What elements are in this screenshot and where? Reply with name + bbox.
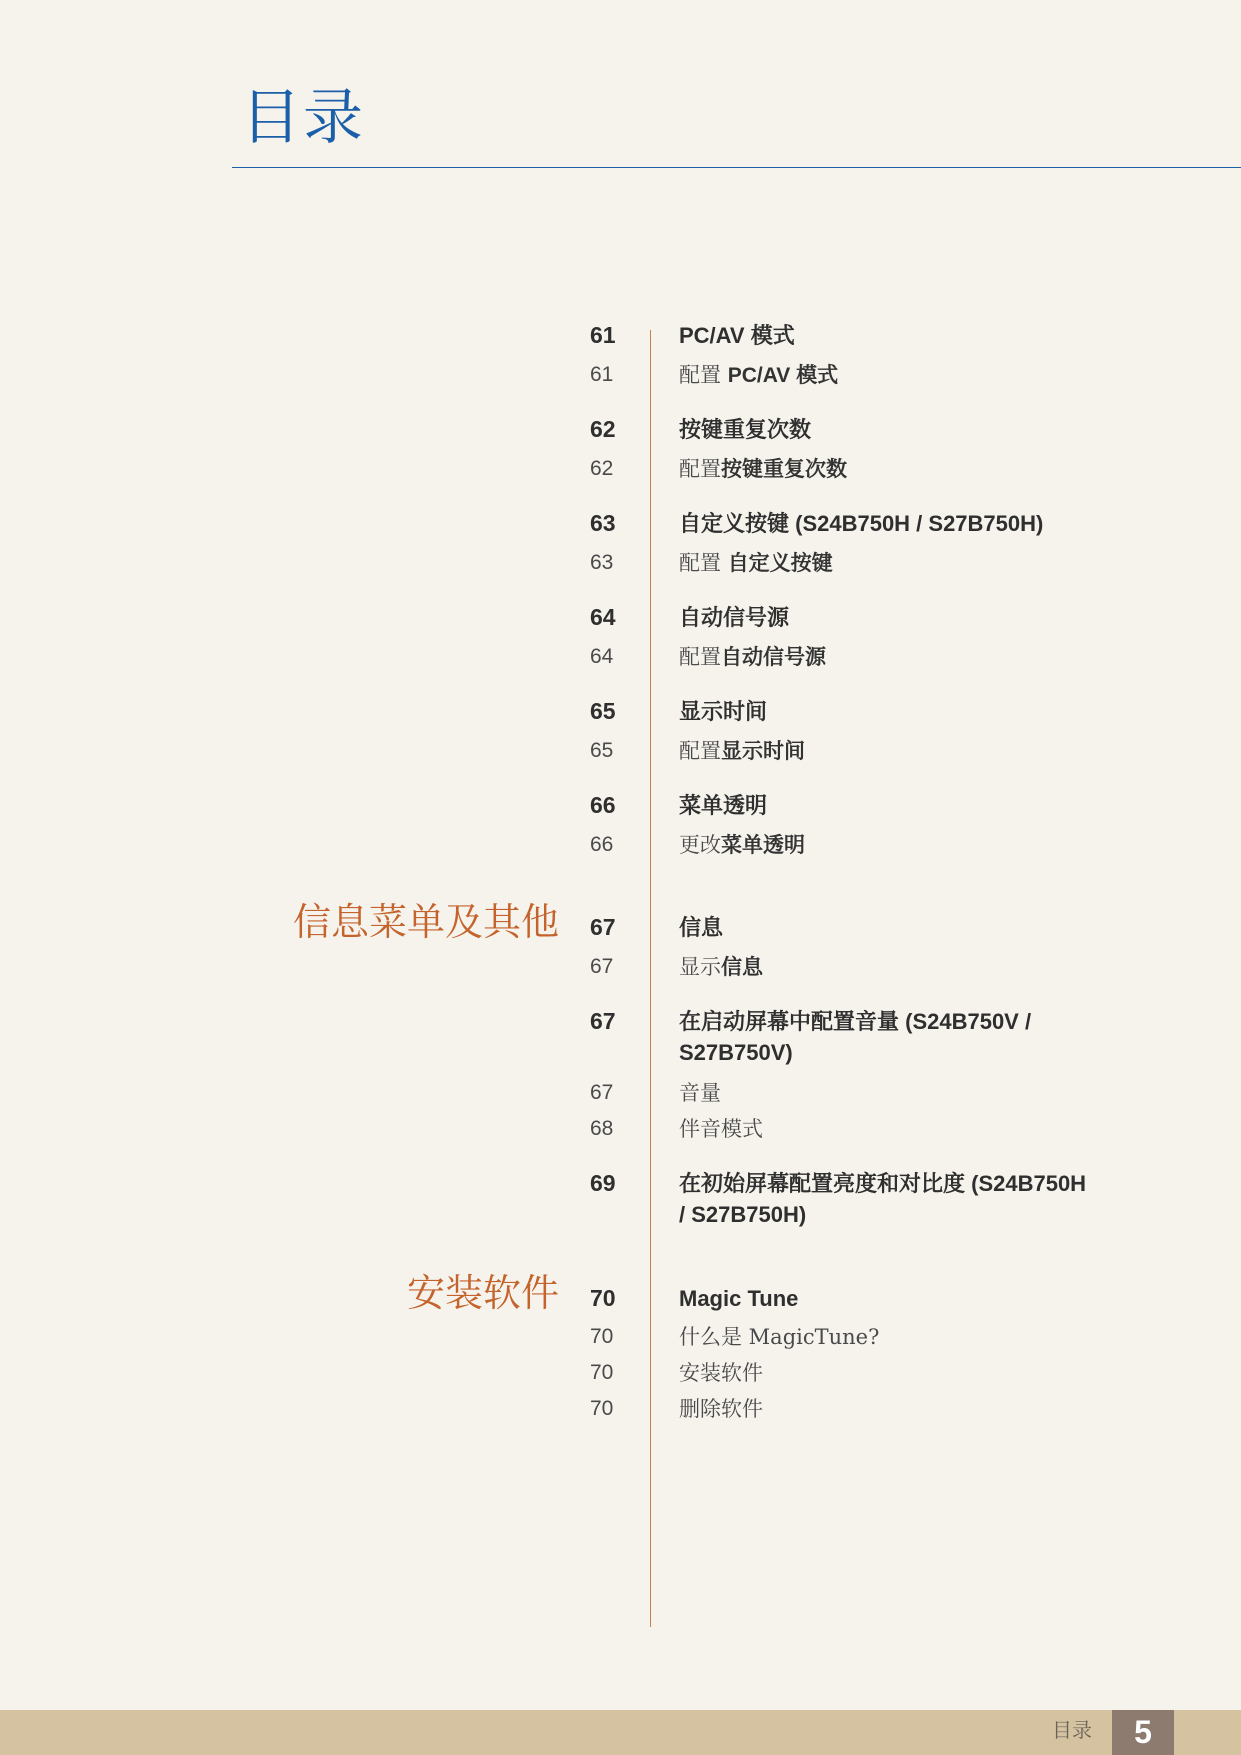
toc-subentry-prefix: 配置 xyxy=(679,551,728,575)
toc-page-number: 70 xyxy=(590,1361,614,1384)
toc-entry-key-repeat[interactable]: 按键重复次数 xyxy=(679,417,812,442)
toc-subentry-configure-display-time[interactable] xyxy=(679,736,805,767)
toc-entry-startup-volume[interactable] xyxy=(679,1006,1031,1068)
toc-entry-magic-tune[interactable]: Magic Tune xyxy=(679,1286,799,1311)
toc-subentry-what-is-magictune[interactable]: 什么是 MagicTune? xyxy=(679,1325,880,1349)
toc-page-number: 70 xyxy=(590,1397,614,1420)
toc-subentry-change-menu-transparency[interactable] xyxy=(679,830,805,861)
toc-subentry-prefix: 更改 xyxy=(679,833,721,857)
toc-page-number: 70 xyxy=(590,1285,616,1311)
page-title: 目录 xyxy=(241,83,365,153)
toc-page-number: 68 xyxy=(590,1117,614,1140)
toc-entry-pcav-mode[interactable]: PC/AV 模式 xyxy=(679,323,795,348)
section-label-install-software: 安装软件 xyxy=(406,1271,559,1315)
toc-page-number: 65 xyxy=(590,739,614,762)
toc-subentry-title: PC/AV 模式 xyxy=(727,364,839,387)
toc-subentry-volume[interactable]: 音量 xyxy=(679,1081,721,1105)
toc-subentry-prefix: 显示 xyxy=(679,955,721,979)
toc-subentry-prefix: 配置 xyxy=(679,739,721,763)
toc-page-number: 62 xyxy=(590,457,614,480)
toc-divider-line xyxy=(650,330,651,1627)
toc-page-number: 67 xyxy=(590,955,614,978)
toc-subentry-title: 自动信号源 xyxy=(721,646,826,669)
toc-page-number: 63 xyxy=(590,551,614,574)
toc-page-number: 62 xyxy=(590,416,616,442)
toc-entry-menu-transparency[interactable]: 菜单透明 xyxy=(679,793,768,818)
toc-entry-auto-source[interactable]: 自动信号源 xyxy=(679,605,790,630)
toc-page-number: 67 xyxy=(590,1008,616,1034)
toc-subentry-sound-mode[interactable]: 伴音模式 xyxy=(679,1117,763,1141)
toc-subentry-title: 信息 xyxy=(721,956,763,979)
toc-page-number: 61 xyxy=(590,322,616,348)
toc-page-number: 66 xyxy=(590,792,616,818)
toc-page-number: 70 xyxy=(590,1325,614,1348)
toc-subentry-title: 菜单透明 xyxy=(721,834,805,857)
toc-subentry-prefix: 配置 xyxy=(679,457,721,481)
toc-entry-title-line2: / S27B750H) xyxy=(679,1202,807,1227)
toc-entry-information[interactable]: 信息 xyxy=(679,915,724,940)
toc-page-number: 65 xyxy=(590,698,616,724)
toc-entry-display-time[interactable]: 显示时间 xyxy=(679,699,768,724)
toc-page-number: 61 xyxy=(590,363,614,386)
toc-page-number: 63 xyxy=(590,510,616,536)
toc-entry-title-line1: 在启动屏幕中配置音量 (S24B750V / xyxy=(679,1009,1032,1034)
toc-subentry-title: 自定义按键 xyxy=(727,552,833,575)
toc-subentry-prefix: 配置 xyxy=(679,363,728,387)
toc-entry-custom-key[interactable]: 自定义按键 (S24B750H / S27B750H) xyxy=(679,511,1044,536)
toc-entry-initial-brightness-contrast[interactable] xyxy=(679,1168,1086,1230)
toc-subentry-configure-key-repeat[interactable] xyxy=(679,454,847,485)
toc-entry-title-line2: S27B750V) xyxy=(679,1040,793,1065)
toc-entry-title-line1: 在初始屏幕配置亮度和对比度 (S24B750H xyxy=(679,1171,1087,1196)
toc-subentry-configure-pcav[interactable] xyxy=(679,360,838,391)
toc-page-number: 64 xyxy=(590,645,614,668)
toc-page-number: 67 xyxy=(590,914,616,940)
toc-subentry-title: 按键重复次数 xyxy=(721,458,847,481)
title-rule xyxy=(232,167,1241,168)
toc-subentry-remove-software[interactable]: 删除软件 xyxy=(679,1397,763,1421)
toc-page-number: 67 xyxy=(590,1081,614,1104)
toc-subentry-configure-custom-key[interactable] xyxy=(679,548,833,579)
toc-subentry-display-information[interactable] xyxy=(679,952,763,983)
toc-subentry-title: 显示时间 xyxy=(721,740,805,763)
toc-page-number: 69 xyxy=(590,1170,616,1196)
toc-subentry-configure-auto-source[interactable] xyxy=(679,642,826,673)
section-label-info-menu: 信息菜单及其他 xyxy=(292,900,559,944)
footer-page-number: 5 xyxy=(1112,1710,1174,1755)
toc-subentry-install-software[interactable]: 安装软件 xyxy=(679,1361,763,1385)
toc-subentry-prefix: 配置 xyxy=(679,645,721,669)
footer-label: 目录 xyxy=(1052,1718,1092,1742)
toc-page-number: 64 xyxy=(590,604,616,630)
toc-page-number: 66 xyxy=(590,833,614,856)
